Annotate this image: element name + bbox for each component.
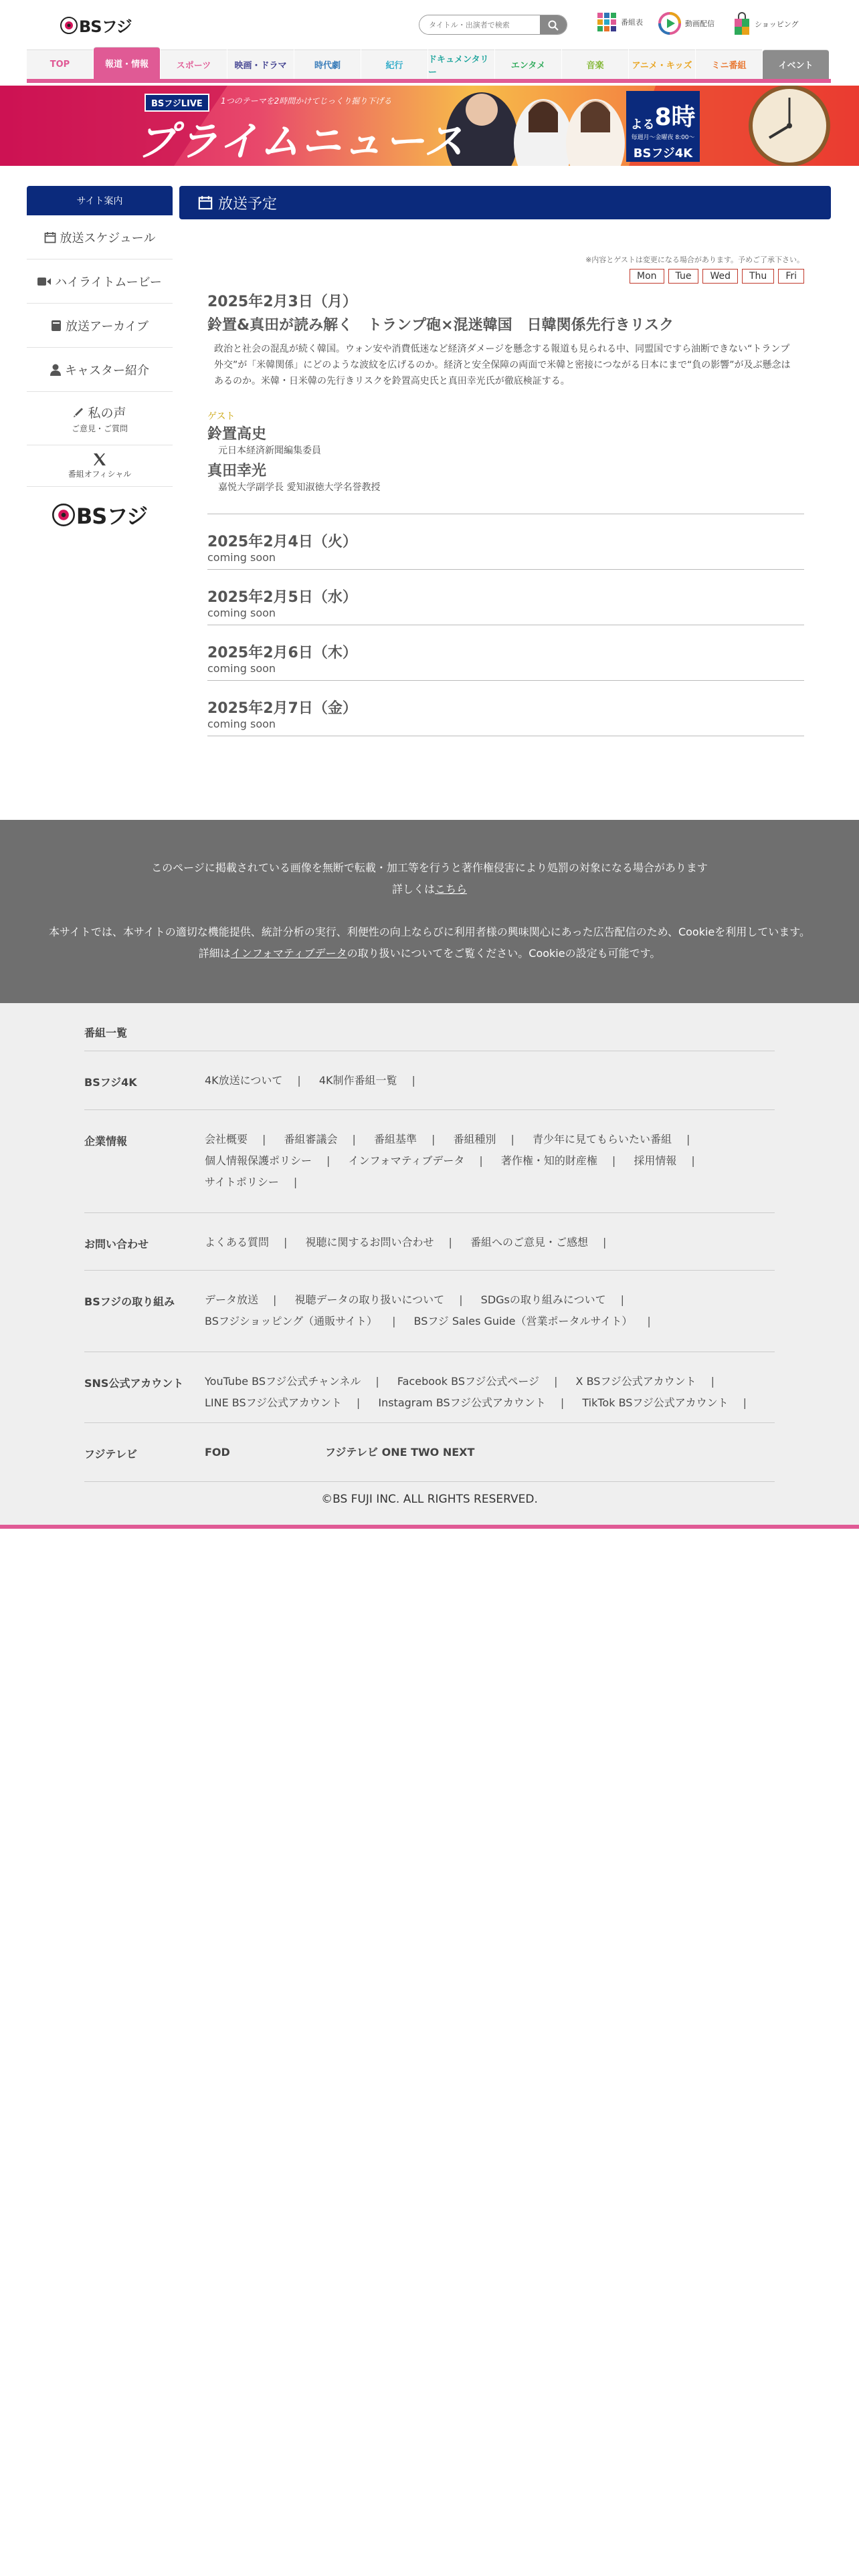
future-entry-date: 2025年2月4日（火）	[207, 534, 357, 550]
footer-link-item	[397, 1375, 573, 1388]
channel-logo: BSフジ4K	[633, 146, 693, 160]
footer-separator: |	[352, 1133, 356, 1146]
footer-separator: |	[448, 1236, 452, 1249]
sidebar-bsfuji-logo[interactable]	[27, 487, 173, 543]
video-icon	[37, 277, 51, 286]
guest-label: ゲスト	[207, 411, 235, 422]
nav-tab[interactable]: 映画・ドラマ	[227, 49, 294, 79]
informative-prefix: 詳細は	[198, 947, 231, 960]
day-button-tue[interactable]: Tue	[668, 269, 699, 284]
footer-category: SNS公式アカウント	[84, 1377, 184, 1390]
grid-icon	[597, 12, 617, 32]
nav-tab[interactable]: TOP	[27, 49, 93, 79]
footer-separator: |	[262, 1133, 266, 1146]
footer-title: 番組一覧	[84, 1027, 128, 1039]
nav-tab[interactable]: 報道・情報	[94, 47, 160, 79]
schedule-heading-text: 放送予定	[218, 195, 278, 213]
footer-link[interactable]: 視聴に関するお問い合わせ	[305, 1236, 434, 1249]
nav-underline	[27, 79, 831, 83]
footer-separator: |	[560, 1396, 565, 1409]
search-icon	[548, 20, 559, 31]
calendar-icon	[198, 195, 213, 210]
footer-link[interactable]: 番組基準	[374, 1133, 417, 1146]
informative-data-link[interactable]: インフォマティブデータ	[230, 947, 347, 960]
shopping-bag-icon	[733, 12, 751, 36]
footer-row	[84, 1110, 775, 1213]
nav-tab[interactable]: アニメ・キッズ	[629, 49, 695, 79]
schedule-heading	[179, 186, 831, 219]
footer-link-item	[284, 1133, 371, 1146]
nav-tab[interactable]: スポーツ	[161, 49, 227, 79]
footer-link-item	[205, 1315, 410, 1327]
cookie-notice	[0, 820, 859, 1003]
footer-row	[84, 1213, 775, 1271]
fod-link[interactable]: FOD	[205, 1446, 230, 1459]
footer-link[interactable]: BSフジショッピング（通販サイト）	[205, 1315, 378, 1327]
footer-link-item	[205, 1176, 312, 1188]
future-entry-date: 2025年2月5日（水）	[207, 589, 357, 606]
footer-link[interactable]: Instagram BSフジ公式アカウント	[378, 1396, 546, 1409]
site-header	[0, 0, 859, 48]
footer-separator: |	[411, 1074, 415, 1087]
streaming-label: 動画配信	[685, 19, 714, 28]
footer-separator: |	[293, 1176, 298, 1188]
fujitv-one-two-next-link[interactable]: フジテレビ ONE TWO NEXT	[325, 1446, 475, 1459]
footer-link-item	[205, 1293, 291, 1306]
banner-tagline: 1つのテーマを2時間かけてじっくり掘り下げる	[221, 96, 392, 106]
copyright-notice: このページに掲載されている画像を無断で転載・加工等を行うと著作権侵害により処罰の対象になる場合があります	[151, 861, 708, 874]
sidebar-heading: サイト案内	[27, 186, 173, 215]
footer-category: フジテレビ	[84, 1448, 138, 1461]
time-prefix: よる	[630, 118, 655, 132]
footer-separator: |	[691, 1154, 695, 1167]
user-icon	[50, 364, 61, 376]
future-entry	[207, 625, 804, 681]
footer-link-item	[414, 1315, 666, 1327]
footer-link-item	[205, 1133, 280, 1146]
footer-separator: |	[611, 1154, 616, 1167]
bsfuji-logo[interactable]	[60, 13, 132, 37]
footer-link[interactable]: 4K制作番組一覧	[318, 1074, 397, 1087]
footer-link[interactable]: X BSフジ公式アカウント	[575, 1375, 696, 1388]
banner-time-box	[626, 91, 700, 162]
footer-link-item	[205, 1154, 345, 1167]
footer-link[interactable]: SDGsの取り組みについて	[480, 1293, 606, 1306]
sidebar-item-highlight[interactable]	[27, 259, 173, 304]
cookie-usage-text: 本サイトでは、本サイトの適切な機能提供、統計分析の実行、利便性の向上ならびに利用者様の興味関心にあった広告配信のため、Cookieを利用しています。	[49, 926, 810, 938]
future-entry	[207, 681, 804, 736]
guest-name: 真田幸光	[207, 463, 267, 479]
day-button-wed[interactable]: Wed	[702, 269, 738, 284]
day-button-fri[interactable]: Fri	[778, 269, 804, 284]
shopping-label: ショッピング	[755, 20, 799, 29]
footer-row	[84, 1352, 775, 1423]
day-button-mon[interactable]: Mon	[630, 269, 664, 284]
footer-link-item	[295, 1293, 478, 1306]
footer-bottom-line	[0, 1525, 859, 1529]
sidebar-item-label: 放送アーカイブ	[65, 319, 149, 334]
fuji-eye-icon	[60, 17, 78, 34]
calendar-icon	[44, 231, 56, 243]
footer-link-item	[634, 1154, 709, 1167]
day-button-thu[interactable]: Thu	[742, 269, 774, 284]
footer-link-item	[470, 1236, 621, 1249]
footer-link[interactable]: 青少年に見てもらいたい番組	[533, 1133, 672, 1146]
prime-news-banner[interactable]	[0, 86, 859, 166]
schedule-body	[179, 230, 831, 790]
program-guide-link[interactable]	[597, 12, 643, 32]
search-box	[419, 15, 567, 35]
footer-link-item	[349, 1154, 498, 1167]
footer-link[interactable]: 番組審議会	[284, 1133, 338, 1146]
footer-title-row	[84, 1016, 775, 1051]
footer-link-item	[481, 1293, 639, 1306]
banner-title: プライムニュース	[136, 118, 466, 165]
footer-link-item	[378, 1396, 579, 1409]
footer-link-item	[582, 1396, 761, 1409]
footer-link-item	[533, 1133, 704, 1146]
sidebar-item-casters[interactable]	[27, 348, 173, 392]
future-entry-status: coming soon	[207, 551, 804, 570]
footer-links	[205, 1232, 775, 1253]
footer-link[interactable]: 番組種別	[453, 1133, 496, 1146]
footer-separator: |	[273, 1293, 277, 1306]
sidebar-item-voice[interactable]	[27, 392, 173, 445]
future-entry	[207, 514, 804, 570]
informative-suffix: の取り扱いについてをご覧ください。Cookieの設定も可能です。	[347, 947, 661, 960]
nav-tab[interactable]: エンタメ	[495, 49, 561, 79]
footer-links	[205, 1289, 775, 1332]
footer-link-item	[319, 1074, 430, 1087]
footer-separator: |	[743, 1396, 747, 1409]
pencil-icon	[73, 406, 85, 418]
sidebar-item-schedule[interactable]	[27, 215, 173, 259]
future-entry-date: 2025年2月7日（金）	[207, 700, 357, 717]
footer-links	[205, 1371, 775, 1414]
voice-subtitle: ご意見・ご質問	[71, 423, 128, 433]
footer-link[interactable]: Facebook BSフジ公式ページ	[397, 1375, 540, 1388]
footer-link[interactable]: 番組へのご意見・ご感想	[470, 1236, 589, 1249]
search-button[interactable]	[540, 15, 567, 35]
footer-link[interactable]: BSフジ Sales Guide（営業ポータルサイト）	[413, 1315, 633, 1327]
footer-link[interactable]: LINE BSフジ公式アカウント	[205, 1396, 342, 1409]
footer-separator: |	[459, 1293, 463, 1306]
footer-link[interactable]: よくある質問	[205, 1236, 270, 1249]
schedule-notice: ※内容とゲストは変更になる場合があります。予めご了承下さい。	[585, 255, 804, 264]
guest-role: 嘉悦大学副学長 愛知淑徳大学名誉教授	[218, 482, 381, 493]
details-line	[0, 879, 859, 900]
program-guide-label: 番組表	[621, 18, 643, 27]
nav-tab[interactable]: 紀行	[361, 49, 427, 79]
streaming-link[interactable]	[658, 12, 714, 35]
footer-separator: |	[647, 1315, 651, 1327]
footer-separator: |	[326, 1154, 330, 1167]
footer-link[interactable]: 視聴データの取り扱いについて	[294, 1293, 445, 1306]
entry-title: 鈴置&真田が読み解く トランプ砲×混迷韓国 日韓関係先行きリスク	[207, 317, 674, 334]
guest-name: 鈴置高史	[207, 426, 267, 443]
future-entry-status: coming soon	[207, 607, 804, 625]
footer-separator: |	[297, 1074, 301, 1087]
footer-link-item	[306, 1236, 467, 1249]
entry-description: 政治と社会の混乱が続く韓国。ウォン安や消費低迷など経済ダメージを懸念する報道も見られる中、同盟国ですら油断できない“トランプ外交”が「米韓関係」にどのような波紋を広げるのか。経済と安全保障の両面で米韓と密接につながる日本にまで“負の影響”が及ぶ懸念はあるのか。米韓・日米韓の先行きリスクを鈴置高史氏と真田幸光氏が徹底検証する。	[214, 344, 791, 387]
footer-separator: |	[620, 1293, 624, 1306]
details-link[interactable]: こちら	[435, 883, 468, 895]
nav-tab[interactable]: ミニ番組	[696, 49, 762, 79]
footer-separator: |	[284, 1236, 288, 1249]
footer-link[interactable]: 著作権・知的財産権	[500, 1154, 597, 1167]
play-icon	[658, 12, 681, 35]
footer-link-item	[374, 1133, 450, 1146]
book-icon	[51, 320, 62, 332]
footer-separator: |	[686, 1133, 690, 1146]
search-input[interactable]	[419, 15, 540, 34]
footer-separator: |	[356, 1396, 361, 1409]
footer-category: 企業情報	[84, 1135, 128, 1148]
footer-link-item	[454, 1133, 529, 1146]
sidebar-item-x-official[interactable]	[27, 445, 173, 487]
footer-separator: |	[603, 1236, 607, 1249]
footer-row-fujitv	[84, 1423, 775, 1482]
sidebar-item-archive[interactable]	[27, 304, 173, 348]
future-entry-date: 2025年2月6日（木）	[207, 645, 357, 661]
footer-link-item	[576, 1375, 730, 1388]
footer-link[interactable]: TikTok BSフジ公式アカウント	[582, 1396, 729, 1409]
footer-separator: |	[554, 1375, 558, 1388]
fuji-eye-icon	[52, 504, 75, 526]
nav-tab[interactable]: ドキュメンタリー	[428, 49, 494, 79]
schedule-entry	[207, 290, 804, 494]
sidebar	[27, 186, 173, 543]
footer-link[interactable]: 採用情報	[634, 1154, 677, 1167]
x-logo-icon	[92, 452, 107, 467]
nav-tab[interactable]: イベント	[763, 49, 829, 79]
future-schedule-list	[207, 514, 804, 736]
banner-badge: BSフジLIVE	[145, 94, 209, 112]
footer-separator: |	[392, 1315, 396, 1327]
footer-link[interactable]: YouTube BSフジ公式チャンネル	[205, 1375, 361, 1388]
copyright-text: ©BS FUJI INC. ALL RIGHTS RESERVED.	[321, 1493, 538, 1506]
future-entry	[207, 570, 804, 625]
footer-links	[205, 1070, 775, 1091]
sidebar-logo-text: BSフジ	[76, 504, 148, 529]
sidebar-item-label: 放送スケジュール	[60, 231, 156, 245]
genre-nav	[27, 49, 831, 82]
footer-link-item	[205, 1074, 316, 1087]
footer-row	[84, 1051, 775, 1110]
footer-separator: |	[432, 1133, 436, 1146]
footer-link-item	[205, 1375, 394, 1388]
footer-links	[205, 1129, 775, 1193]
nav-tab[interactable]: 時代劇	[294, 49, 361, 79]
footer-separator: |	[375, 1375, 379, 1388]
footer-separator: |	[710, 1375, 715, 1388]
footer-row	[84, 1271, 775, 1352]
details-prefix: 詳しくは	[391, 883, 435, 895]
time-value: 8時	[654, 104, 696, 131]
guest-role: 元日本経済新聞編集委員	[218, 445, 321, 456]
footer-category: BSフジ4K	[84, 1076, 137, 1089]
footer-separator: |	[479, 1154, 483, 1167]
entry-date: 2025年2月3日（月）	[207, 294, 357, 310]
footer-link-item	[205, 1396, 375, 1409]
weekday-buttons	[207, 269, 804, 284]
footer-link[interactable]: データ放送	[205, 1293, 259, 1306]
future-entry-status: coming soon	[207, 662, 804, 681]
informative-data-line	[0, 943, 859, 964]
footer-link[interactable]: 会社概要	[205, 1133, 248, 1146]
future-entry-status: coming soon	[207, 718, 804, 736]
shopping-link[interactable]	[733, 12, 799, 36]
footer-link-item	[205, 1236, 302, 1249]
footer-category: BSフジの取り組み	[84, 1295, 175, 1308]
sidebar-item-label: キャスター紹介	[65, 363, 149, 378]
footer-link-item	[501, 1154, 630, 1167]
sidebar-item-label: ハイライトムービー	[55, 275, 162, 290]
x-official-label: 番組オフィシャル	[68, 469, 132, 479]
nav-tab[interactable]: 音楽	[562, 49, 628, 79]
footer-category: お問い合わせ	[84, 1238, 149, 1251]
schedule-panel	[179, 186, 831, 790]
footer-separator: |	[510, 1133, 514, 1146]
footer-links	[205, 1446, 775, 1459]
logo-text: BSフジ	[79, 17, 132, 36]
footer-link[interactable]: インフォマティブデータ	[348, 1154, 465, 1167]
site-footer	[0, 1003, 859, 1527]
footer-link[interactable]: 個人情報保護ポリシー	[205, 1154, 312, 1167]
time-subtitle: 毎週月～金曜夜 8:00～	[631, 134, 695, 141]
footer-link[interactable]: サイトポリシー	[205, 1176, 279, 1188]
footer-link[interactable]: 4K放送について	[205, 1074, 283, 1087]
voice-label: 私の声	[88, 405, 126, 421]
